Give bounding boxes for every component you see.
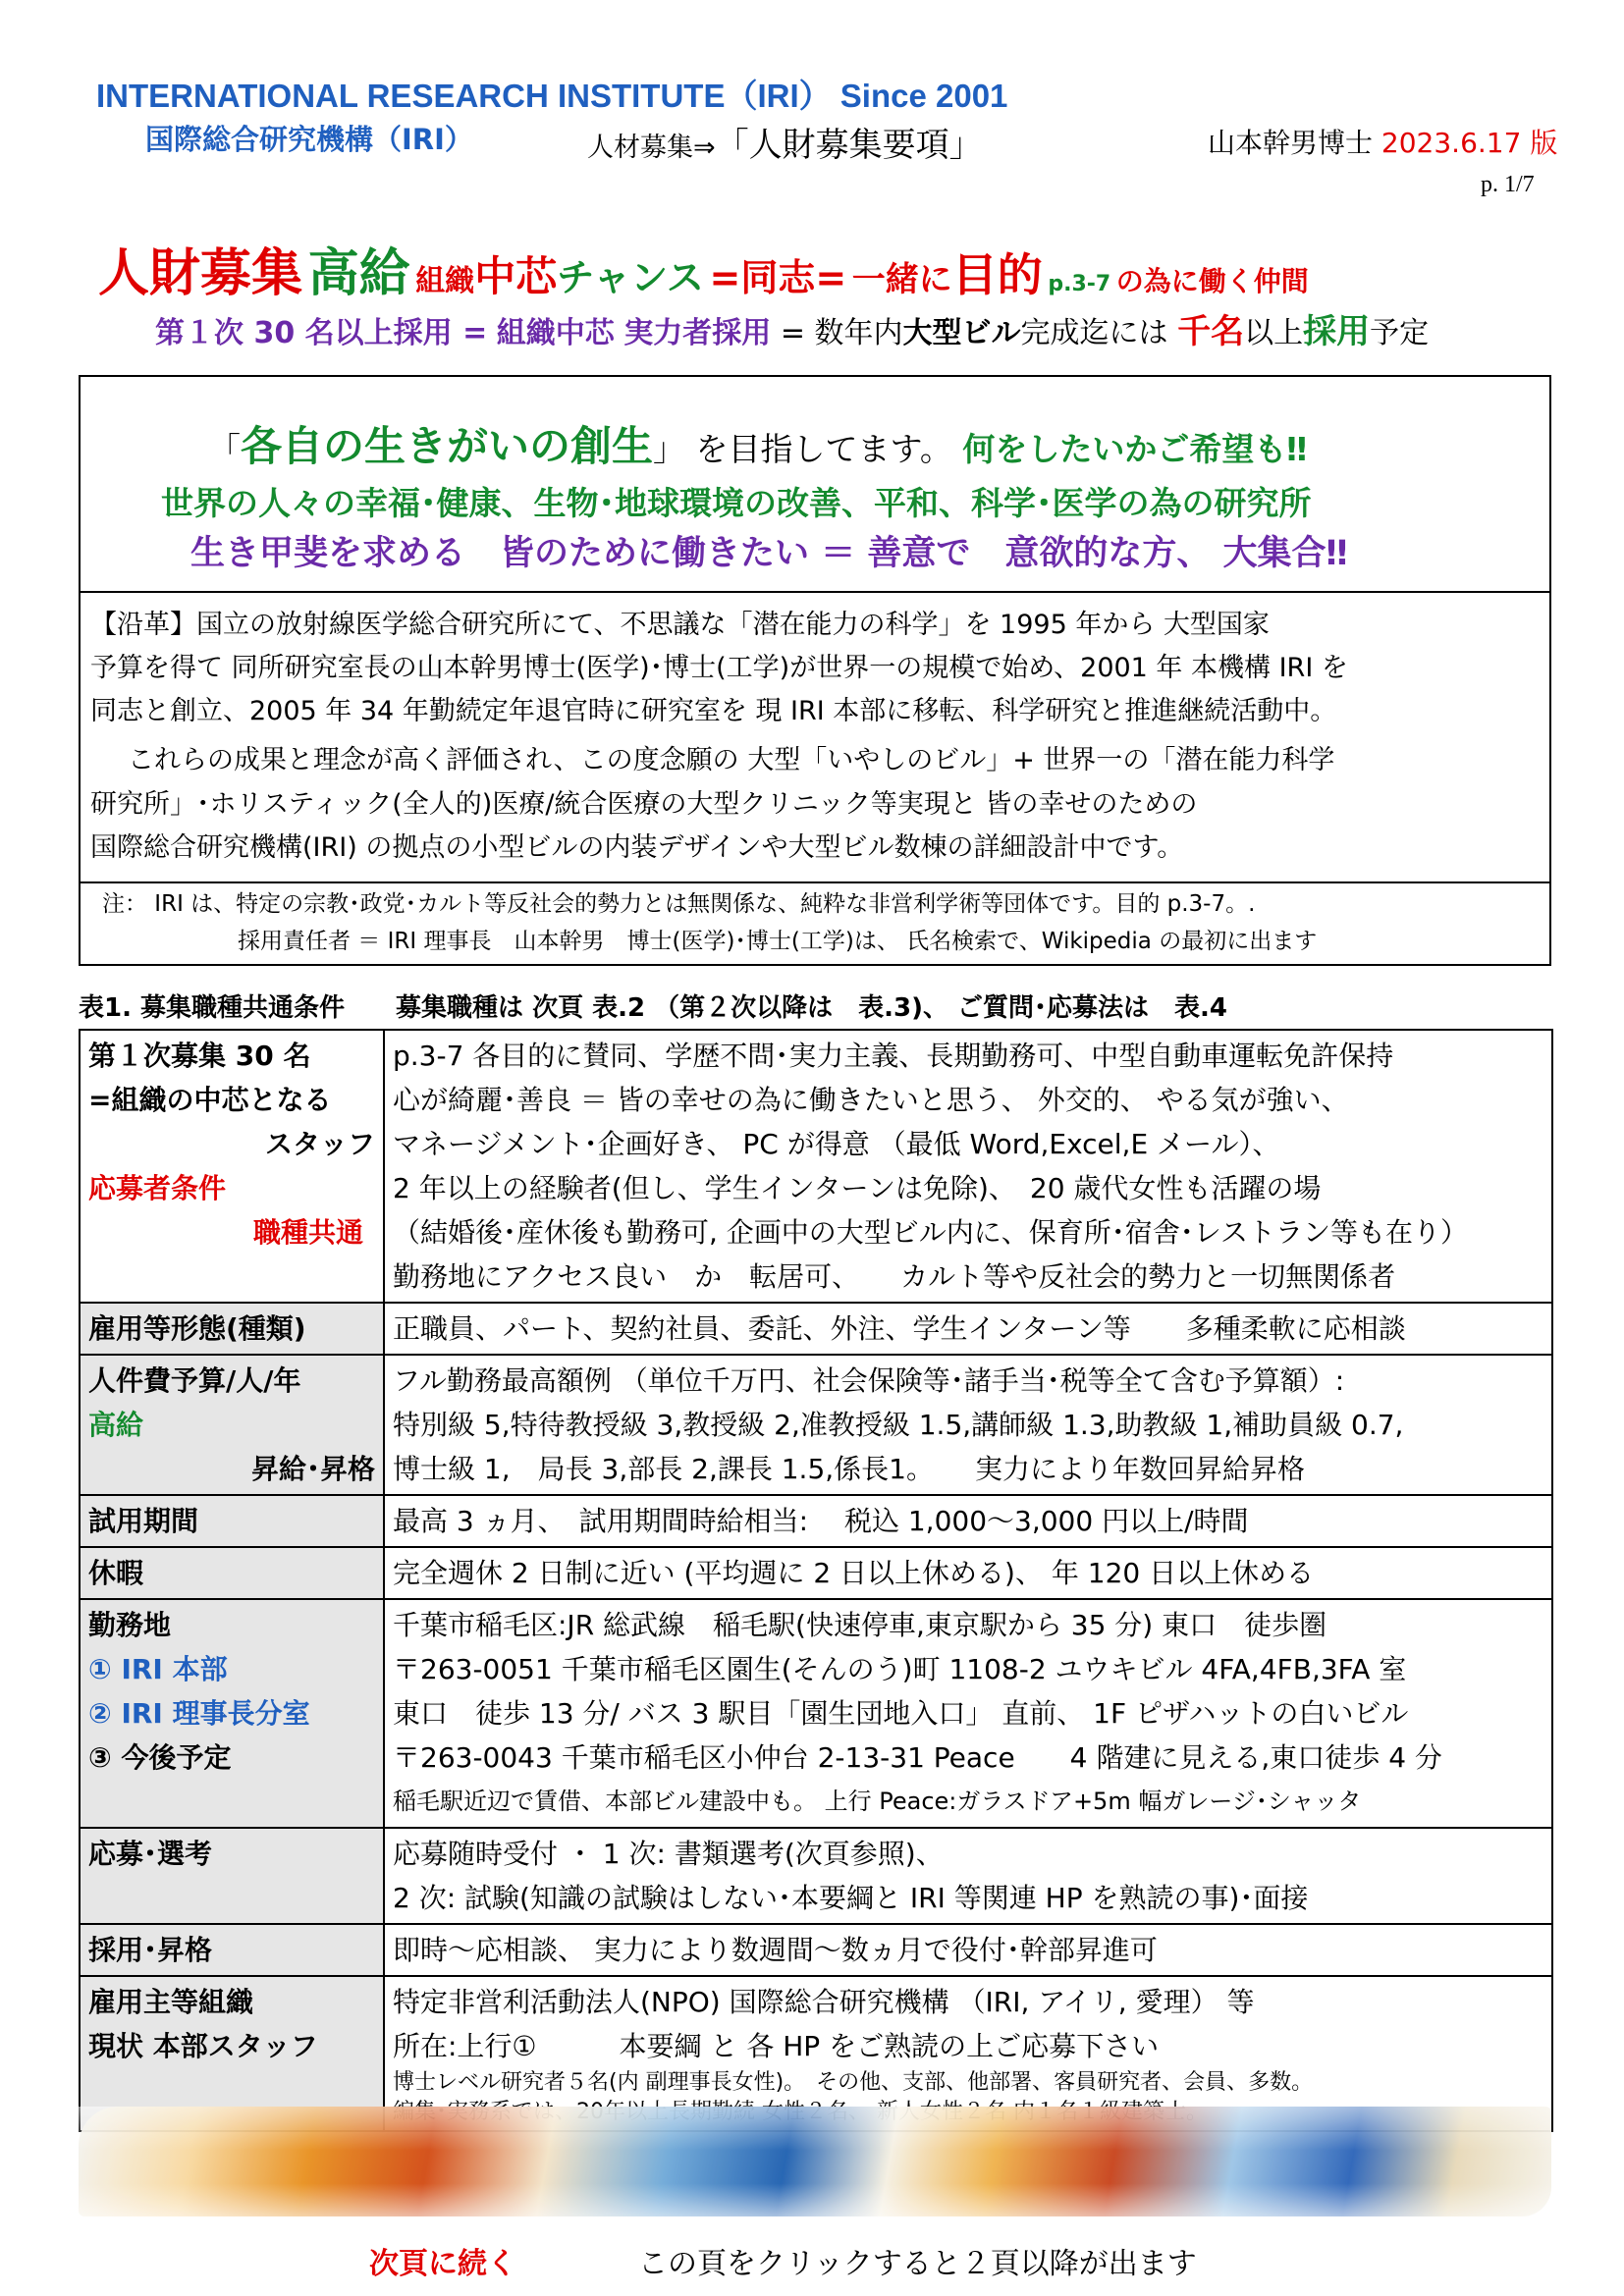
- row-content-line: 特別級 5,特待教授級 3,教授級 2,准教授級 1.5,講師級 1.3,助教級 1,補助員級 0.7,: [393, 1409, 1404, 1441]
- recruit-link-prefix: 人材募集⇒: [587, 133, 716, 163]
- mission-line1: [208, 414, 1549, 473]
- headline-part2: 高給: [307, 244, 410, 303]
- sub7: 千名: [1177, 312, 1245, 351]
- mission-aim: 」 を目指してます。: [653, 430, 952, 468]
- headline-part3: 組織: [415, 264, 475, 298]
- sub5: 大型ビル: [902, 316, 1021, 350]
- row-content-cell: [384, 1495, 1552, 1547]
- row-content-cell: [384, 1030, 1552, 1303]
- row-content-line: 即時～応相談、 実力により数週間～数ヵ月で役付･幹部昇進可: [393, 1934, 1158, 1966]
- row-label-cell: [80, 1924, 384, 1976]
- row-content-line: p.3-7 各目的に賛同、学歴不問･実力主義、長期勤務可、中型自動車運転免許保持: [393, 1040, 1394, 1072]
- org-name-english: INTERNATIONAL RESEARCH INSTITUTE（IRI） Since 2001: [96, 78, 1008, 114]
- decorative-banner-image: [79, 2107, 1551, 2216]
- headline-part10: の為に働く仲間: [1115, 265, 1309, 297]
- note-line1: 注： IRI は、特定の宗教･政党･カルト等反社会的勢力とは無関係な、純粋な非営利学術等団体です。目的 p.3-7。.: [102, 891, 1256, 917]
- sub2: 組織中芯: [496, 316, 615, 350]
- row-content-line: フル勤務最高額例 （単位千万円、社会保険等･諸手当･税等全て含む予算額）:: [393, 1364, 1345, 1397]
- row-content-cell: [384, 1303, 1552, 1355]
- note-line2[interactable]: 採用責任者 ＝ IRI 理事長 山本幹男 博士(医学)･博士(工学)は、 氏名検索で、Wikipedia の最初に出ます: [238, 929, 1318, 954]
- row-content-line: 完全週休 2 日制に近い (平均週に 2 日以上休める)、 年 120 日以上休める: [393, 1557, 1315, 1589]
- row-content-line: 博士レベル研究者５名(内 副理事長女性)。 その他、支部、他部署、客員研究者、会員、多数。: [393, 2070, 1314, 2095]
- row-label-line: 現状 本部スタッフ: [88, 2030, 318, 2062]
- history-line2: 予算を得て 同所研究室長の山本幹男博士(医学)･博士(工学)が世界一の規模で始め、2001 年 本機構 IRI を: [90, 653, 1348, 683]
- row-label-line: 人件費予算/人/年: [88, 1364, 301, 1397]
- row-content-line: マネージメント･企画好き、 PC が得意 （最低 Word,Excel,E メール）、: [393, 1128, 1280, 1160]
- version-date: 2023.6.17 版: [1380, 127, 1558, 159]
- row-content-line: 2 次: 試験(知識の試験はしない･本要綱と IRI 等関連 HP を熟読の事)･面接: [393, 1882, 1309, 1914]
- row-content-cell: [384, 1828, 1552, 1924]
- row-content-line: 東口 徒歩 13 分/ バス 3 駅目「園生団地入口」 直前、 1F ピザハットの白いビル: [393, 1697, 1409, 1730]
- recruit-link[interactable]: [587, 118, 983, 166]
- table-row: [80, 1495, 1552, 1547]
- row-label-line: 勤務地: [88, 1609, 172, 1641]
- row-label-line: 第１次募集 30 名: [88, 1040, 311, 1072]
- author-name: 山本幹男博士: [1208, 127, 1374, 159]
- sub10: 予定: [1370, 316, 1430, 350]
- row-label-line: スタッフ: [264, 1128, 375, 1160]
- row-content-line: 千葉市稲毛区:JR 総武線 稲毛駅(快速停車,東京駅から 35 分) 東口 徒歩圏: [393, 1609, 1327, 1641]
- history-line3: 同志と創立、2005 年 34 年勤続定年退官時に研究室を 現 IRI 本部に移転、科学研究と推進継続活動中。: [90, 696, 1337, 726]
- headline-part4: 中芯: [474, 252, 558, 300]
- recruit-title: 「人財募集要項」: [715, 126, 983, 165]
- row-content-line: 特定非営利活動法人(NPO) 国際総合研究機構 （IRI, アイリ, 愛理） 等: [393, 1986, 1255, 2018]
- row-label-cell: [80, 1030, 384, 1303]
- table-row: [80, 1828, 1552, 1924]
- table-row: [80, 1030, 1552, 1303]
- mission-keyword: 各自の生きがいの創生: [241, 422, 654, 470]
- row-content-line: 心が綺麗･善良 ＝ 皆の幸せの為に働きたいと思う、 外交的、 やる気が強い、: [393, 1084, 1349, 1116]
- row-label-line: 応募者条件: [88, 1172, 227, 1204]
- headline-part7: 一緒に: [851, 260, 952, 299]
- headline: [98, 232, 1309, 305]
- row-content-line: （結婚後･産休後も勤務可, 企画中の大型ビル内に、保育所･宿舎･レストラン等も在り）: [393, 1216, 1468, 1249]
- table1: [79, 1029, 1553, 2132]
- table-row: [80, 1924, 1552, 1976]
- headline-part8: 目的: [951, 248, 1043, 301]
- row-content-line: 〒263-0051 千葉市稲毛区園生(そんのう)町 1108-2 ユウキビル 4FA,4FB,3FA 室: [393, 1653, 1407, 1685]
- row-content-line[interactable]: 所在:上行① 本要綱 と 各 HP をご熟読の上ご応募下さい: [393, 2030, 1160, 2062]
- note-box: [79, 881, 1551, 966]
- row-label-cell: [80, 1599, 384, 1828]
- author-version: [1208, 122, 1557, 161]
- history-line5: 研究所」･ホリスティック(全人的)医療/統合医療の大型クリニック等実現と 皆の幸せのための: [90, 789, 1198, 820]
- table-row: [80, 1303, 1552, 1355]
- table-row: [80, 1355, 1552, 1495]
- table1-caption: 表1. 募集職種共通条件 募集職種は 次頁 表.2 （第２次以降は 表.3)、 ご質問･応募法は 表.4: [79, 993, 1228, 1023]
- row-label-cell: [80, 1495, 384, 1547]
- row-label-line: 試用期間: [88, 1505, 199, 1537]
- continue-link[interactable]: 次頁に続く: [369, 2247, 516, 2281]
- page-number: p. 1/7: [1481, 172, 1535, 197]
- sub8: 以上: [1244, 316, 1304, 350]
- row-content-line: 勤務地にアクセス良い か 転居可、 カルト等や反社会的勢力と一切無関係者: [393, 1260, 1396, 1293]
- headline-part6: =同志=: [709, 256, 847, 299]
- row-label-cell: [80, 1828, 384, 1924]
- row-content-line: 2 年以上の経験者(但し、学生インターンは免除)、 20 歳代女性も活躍の場: [393, 1172, 1322, 1204]
- row-content-line: 正職員、パート、契約社員、委託、外注、学生インターン等 多種柔軟に応相談: [393, 1312, 1406, 1345]
- mission-wish: 何をしたいかご希望も‼: [962, 430, 1308, 468]
- mission-line3: 生き甲斐を求める 皆のために働きたい ＝ 善意で 意欲的な方、 大集合‼: [190, 534, 1348, 573]
- history-line6: 国際総合研究機構(IRI) の拠点の小型ビルの内装デザインや大型ビル数棟の詳細設計中です。: [90, 832, 1184, 863]
- sub-headline: [155, 304, 1429, 352]
- row-label-cell: [80, 1547, 384, 1599]
- row-label-cell: [80, 1355, 384, 1495]
- row-content-line: 応募随時受付 ・ 1 次: 書類選考(次頁参照)、: [393, 1838, 944, 1870]
- headline-part1: 人財募集: [98, 244, 303, 303]
- table-row: [80, 1599, 1552, 1828]
- row-label-line: ② IRI 理事長分室: [88, 1697, 310, 1730]
- mission-line2: 世界の人々の幸福･健康、生物･地球環境の改善、平和、科学･医学の為の研究所: [161, 484, 1312, 522]
- row-content-line: 稲毛駅近辺で賃借、本部ビル建設中も。 上行 Peace:ガラスドア+5m 幅ガレージ･シャッタ: [393, 1788, 1362, 1815]
- history-line1: 【沿革】国立の放射線医学総合研究所にて、不思議な「潜在能力の科学」を 1995 年から 大型国家: [90, 610, 1270, 640]
- org-name-japanese: 国際総合研究機構（IRI）: [145, 123, 473, 156]
- row-content-line: 最高 3 ヵ月、 試用期間時給相当: 税込 1,000～3,000 円以上/時間: [393, 1505, 1249, 1537]
- row-label-cell: [80, 1303, 384, 1355]
- row-label-line: 高給: [88, 1409, 144, 1441]
- row-label-line: =組織の中芯となる: [88, 1084, 332, 1116]
- row-content-cell: [384, 1547, 1552, 1599]
- row-label-line: 雇用主等組織: [88, 1986, 254, 2018]
- sub4: = 数年内: [780, 316, 903, 350]
- table-row: [80, 1547, 1552, 1599]
- row-content-line: 〒263-0043 千葉市稲毛区小仲台 2-13-31 Peace 4 階建に見える,東口徒歩 4 分: [393, 1741, 1442, 1774]
- row-content-cell: [384, 1924, 1552, 1976]
- row-label-line: 雇用等形態(種類): [88, 1312, 306, 1345]
- click-instruction[interactable]: この頁をクリックすると２頁以降が出ます: [638, 2248, 1197, 2280]
- row-label-line: 職種共通: [252, 1216, 363, 1249]
- row-label-line: 休暇: [88, 1557, 144, 1589]
- row-label-line: ① IRI 本部: [88, 1653, 228, 1685]
- sub1: 第１次 30 名以上採用 =: [155, 316, 488, 350]
- row-content-cell: [384, 1355, 1552, 1495]
- row-label-line: ③ 今後予定: [88, 1741, 232, 1774]
- sub6: 完成迄には: [1020, 316, 1168, 350]
- headline-part9: p.3-7: [1048, 272, 1111, 296]
- mission-history-box: [79, 375, 1551, 883]
- row-label-line: 採用･昇格: [88, 1934, 213, 1966]
- row-content-line: 博士級 1, 局長 3,部長 2,課長 1.5,係長1。 実力により年数回昇給昇格: [393, 1453, 1305, 1485]
- row-label-line: 昇給･昇格: [250, 1453, 375, 1485]
- sub3: 実力者採用: [623, 316, 772, 350]
- mission-bracket-open: 「: [208, 430, 241, 468]
- row-label-line: 応募･選考: [88, 1838, 213, 1870]
- row-content-cell: [384, 1599, 1552, 1828]
- sub9: 採用: [1303, 312, 1371, 351]
- headline-part5: チャンス: [557, 256, 704, 299]
- history-line4: これらの成果と理念が高く評価され、この度念願の 大型「いやしのビル」+ 世界一の「潜在能力科学: [128, 745, 1335, 775]
